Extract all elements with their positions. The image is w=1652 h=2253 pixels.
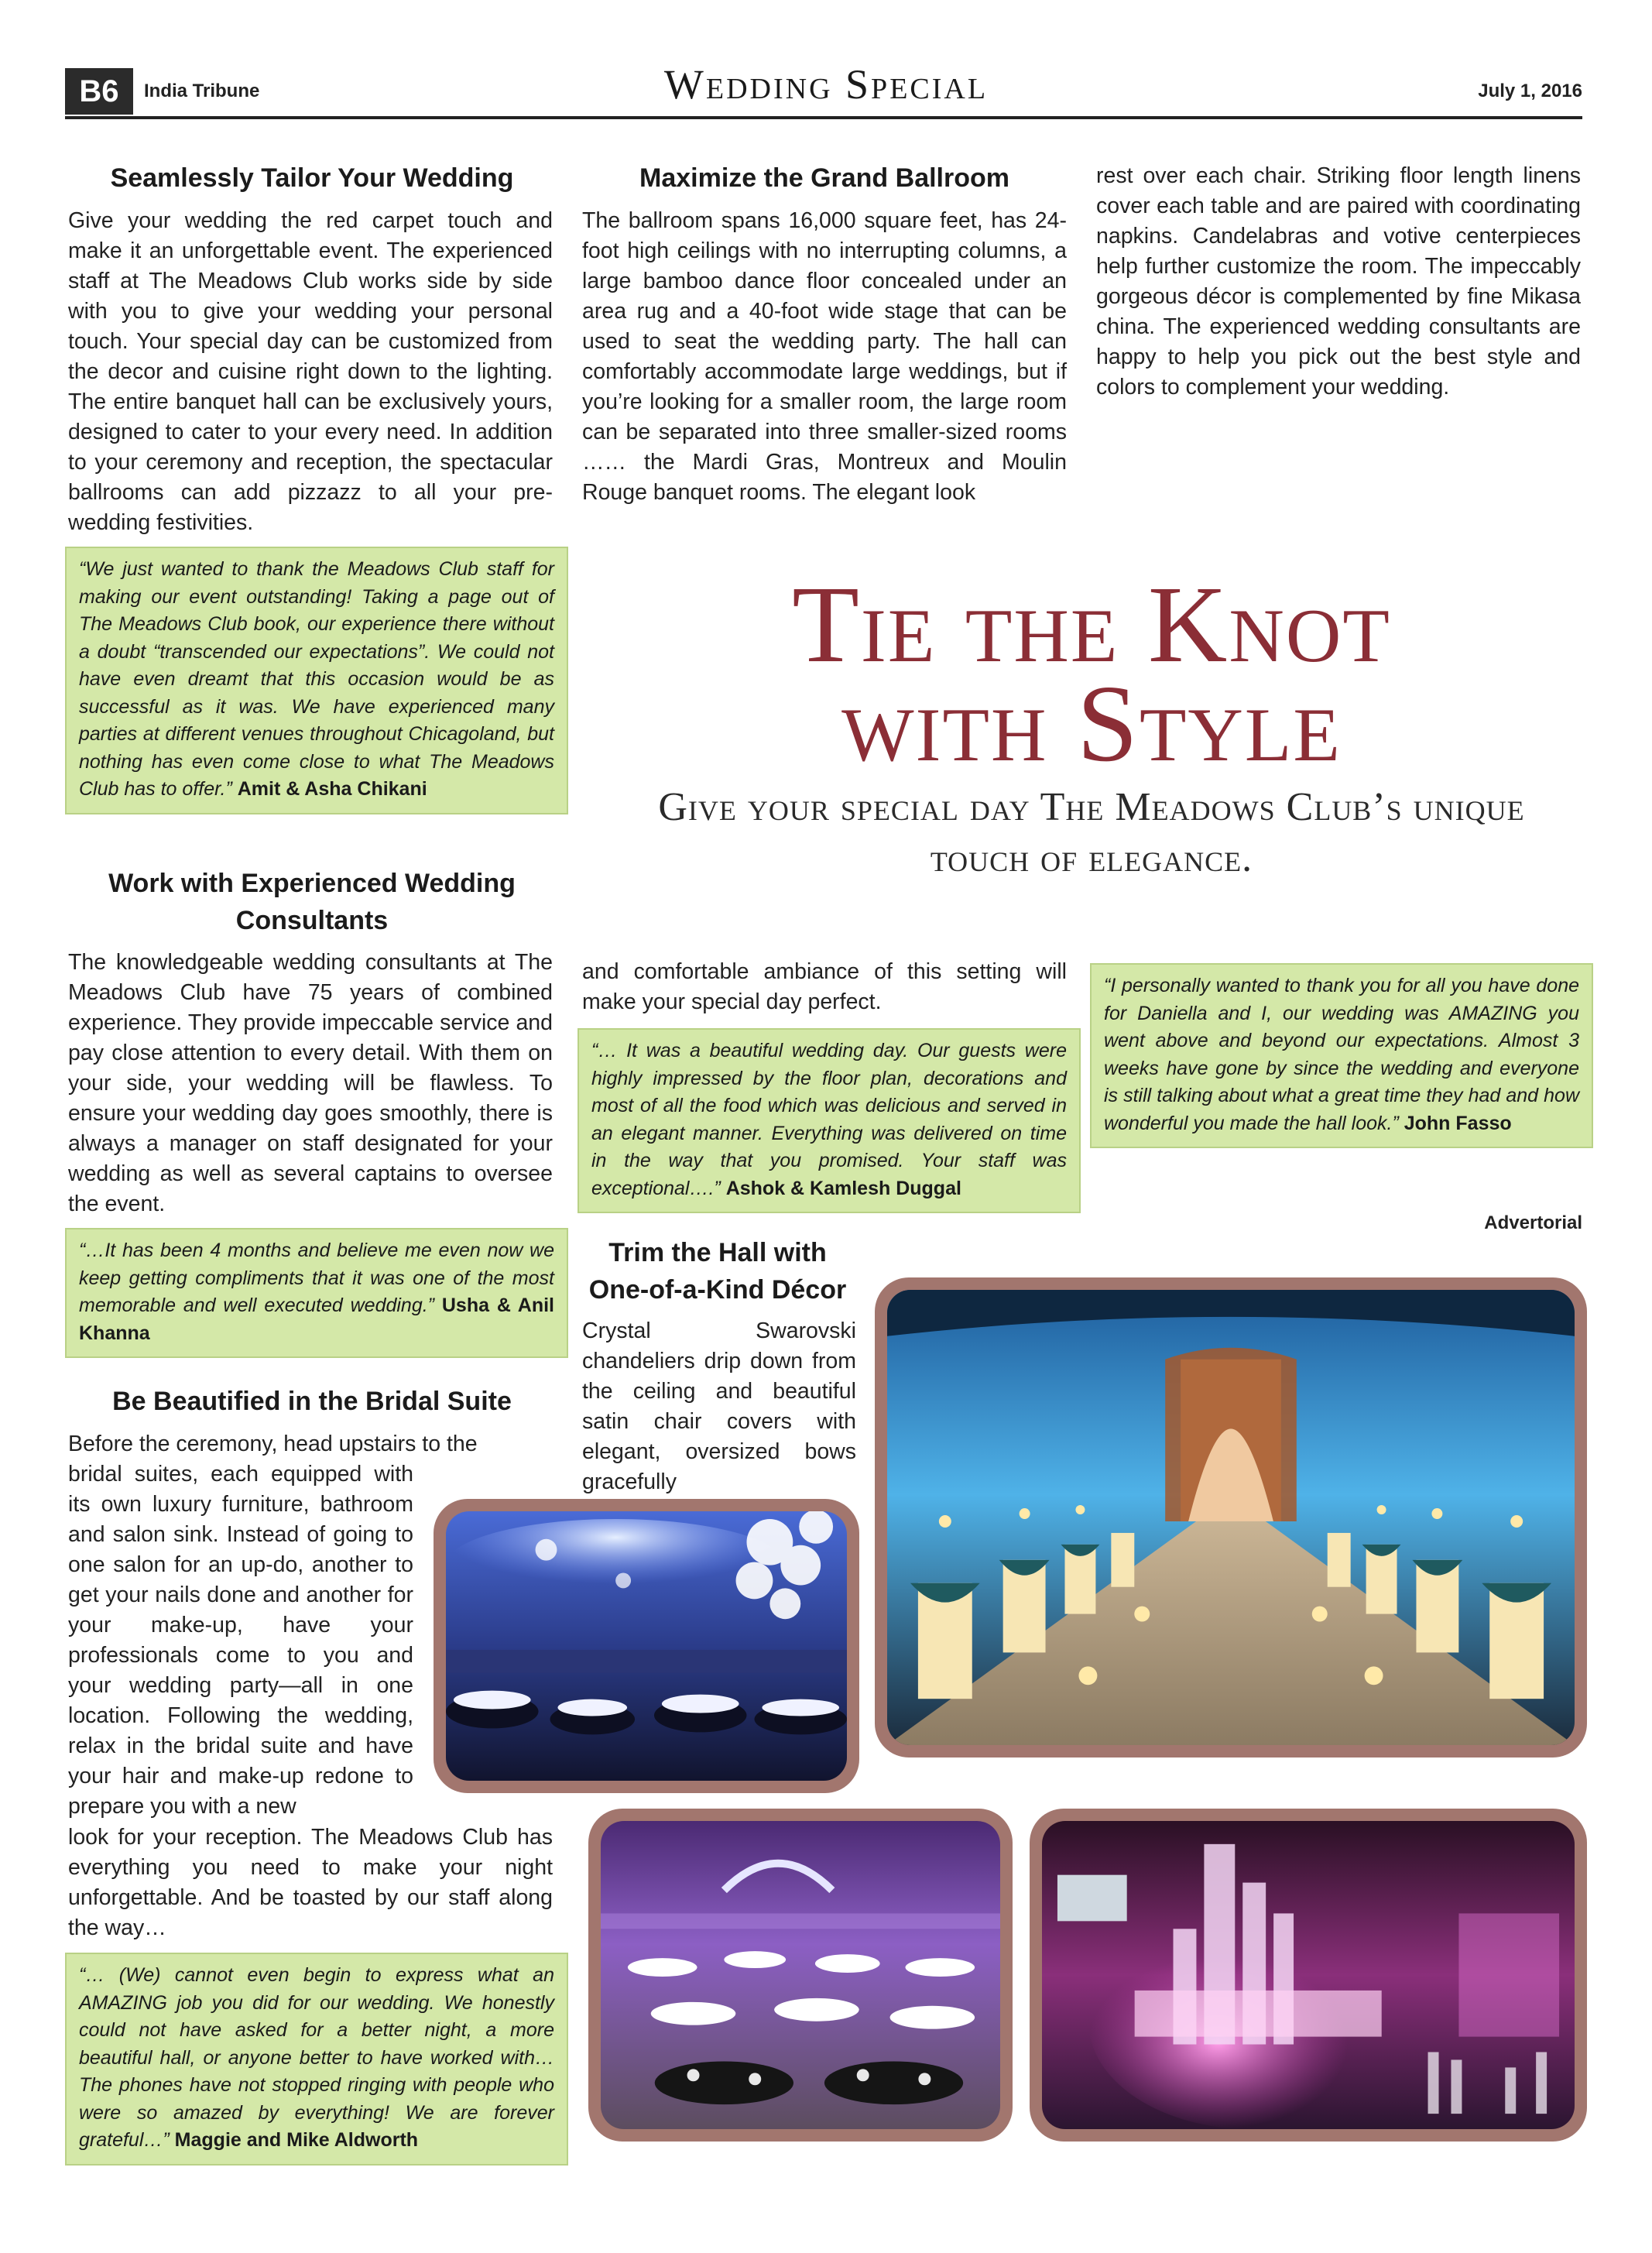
body-ballroom-cont: and comfortable ambiance of this setting will make your special day perfect. [582,959,1067,1014]
article-consultants [68,948,553,1219]
body-decor-cont: rest over each chair. Striking floor length linens cover each table and are paired with coordinating napkins. Candelabras and votive centerpieces help further customize the room. The impeccably gorgeous décor is complemented by fine Mikasa china. The experienced wedding consultants are happy to help you pick out the best style and colors to complement your wedding. [1096,163,1581,400]
article-ballroom [582,206,1067,508]
testimonial-duggal [578,1028,1081,1213]
testimonial-khanna [65,1228,568,1358]
section-title: Wedding Special [663,61,989,108]
photo-purple-banquet [601,1821,1000,2129]
article-bridal-c [68,1823,553,1943]
heading-consultants: Work with Experienced Wedding Consultants [108,869,516,935]
testimonial-aldworth [65,1953,568,2166]
article-bridal-b [68,1459,413,1822]
heading-ballroom: Maximize the Grand Ballroom [639,163,1009,193]
header-rule [65,116,1582,119]
photo-crystal-centerpiece [1042,1821,1575,2129]
body-ballroom: The ballroom spans 16,000 square feet, has 24-foot high ceilings with no interrupting columns, a large bamboo dance floor concealed under an area rug and a 40-foot wide stage that can be used to seat the wedding party. The hall can comfortably accommodate large weddings, but if you’re looking for a smaller room, the large room can be separated into three smaller-sized rooms …… the Mardi Gras, Montreux and Moulin Rouge banquet rooms. The elegant look [582,208,1067,505]
article-tailor [68,206,553,538]
body-tailor: Give your wedding the red carpet touch and make it an unforgettable event. The experienced staff at The Meadows Club works side by side with you to give your wedding your personal touch. Your special day can be customized from the decor and cuisine right down to the lighting. The entire banquet hall can be exclusively yours, designed to cater to your every need. In addition to your ceremony and reception, the spectacular ballrooms can add pizzazz to all your pre-wedding festivities. [68,208,553,535]
quote-author: Maggie and Mike Aldworth [174,2129,419,2151]
body-bridal-wide: Before the ceremony, head upstairs to the [68,1432,478,1456]
body-consultants: The knowledgeable wedding consultants at The Meadows Club have 75 years of combined experience. They provide impeccable service and pay close attention to every detail. With them on your side, your wedding will be flawless. To ensure your wedding day goes smoothly, there is always a manager on staff designated for your wedding as well as several captains to oversee the event. [68,950,553,1216]
feature-subtitle-line1: Give your special day The Meadows Club’s unique [658,785,1525,829]
quote-text: “… (We) cannot even begin to express what an AMAZING job you did for our wedding. We honestly could not have asked for a better night, a more beautiful hall, or anyone better to have worked with…The phones have not stopped ringing with people who were so amazed by everything! We are forever grateful…” [79,1964,554,2151]
publication-name: India Tribune [144,81,260,101]
body-trim: Crystal Swarovski chandeliers drip down from the ceiling and beautiful satin chair covers with elegant, oversized bows gracefully [582,1319,856,1494]
article-bridal-a [68,1429,553,1459]
quote-author: Usha & Anil Khanna [79,1295,554,1344]
heading-tailor: Seamlessly Tailor Your Wedding [110,163,514,193]
photo-frame-ballroom-orchids [434,1499,859,1793]
testimonial-chikani [65,547,568,814]
quote-author: Ashok & Kamlesh Duggal [725,1177,961,1199]
photo-frame-aisle [875,1277,1587,1757]
quote-author: John Fasso [1404,1112,1512,1134]
feature-title-line1: Tie the Knot [792,563,1391,685]
advertorial-label: Advertorial [1484,1212,1582,1233]
article-decor-cont [1096,161,1581,403]
photo-ballroom-orchids [446,1511,847,1781]
photo-frame-purple-banquet [588,1809,1013,2142]
quote-text: “We just wanted to thank the Meadows Club staff for making our event outstanding! Taking a page out of The Meadows Club book, our experience there without a doubt “transcended our expectations”. We could not have even dreamt that this occasion would be as successful as it was. We have experienced many parties at different venues throughout Chicagoland, but nothing has even come close to what The Meadows Club has to offer.” [79,558,554,800]
heading-bridal: Be Beautified in the Bridal Suite [112,1387,512,1416]
body-bridal-narrow: bridal suites, each equipped with its own luxury furniture, bathroom and salon sink. Instead of going to one salon for an up-do, another to get your nails done and another for your make-up, have your professionals come to you and your wedding party—all in one location. Following the wedding, relax in the bridal suite and have your hair and make-up redone to prepare you with a new [68,1462,413,1819]
article-ballroom-cont [582,957,1067,1017]
page-number-badge: B6 [65,68,133,115]
quote-text: “I personally wanted to thank you for all you have done for Daniella and I, our wedding was AMAZING you went above and beyond our expectations. Almost 3 weeks have gone by since the wedding and everyone is still talking about what a great time they had and how wonderful you made the hall look.” [1104,975,1579,1134]
quote-text: “… It was a beautiful wedding day. Our guests were highly impressed by the floor plan, decorations and most of all the food which was delicious and served in an elegant manner. Everything was delivered on time in the way that you promised. Your staff was exceptional….” [591,1040,1067,1199]
feature-subtitle [588,782,1595,884]
testimonial-fasso [1090,963,1593,1148]
photo-frame-crystal-centerpiece [1030,1809,1587,2142]
feature-title [588,563,1595,784]
quote-author: Amit & Asha Chikani [237,778,427,800]
body-bridal-end: look for your reception. The Meadows Club has everything you need to make your night unforgettable. And be toasted by our staff along the way… [68,1825,553,1940]
issue-date: July 1, 2016 [1478,81,1582,101]
quote-text: “…It has been 4 months and believe me even now we keep getting compliments that it was one of the most memorable and well executed wedding.” [79,1240,554,1316]
feature-title-line2: with Style [841,662,1342,784]
article-trim [582,1316,856,1497]
photo-aisle-ballroom [887,1290,1575,1745]
feature-subtitle-line2: touch of elegance. [930,836,1253,880]
heading-trim: Trim the Hall with One-of-a-Kind Décor [588,1238,847,1305]
